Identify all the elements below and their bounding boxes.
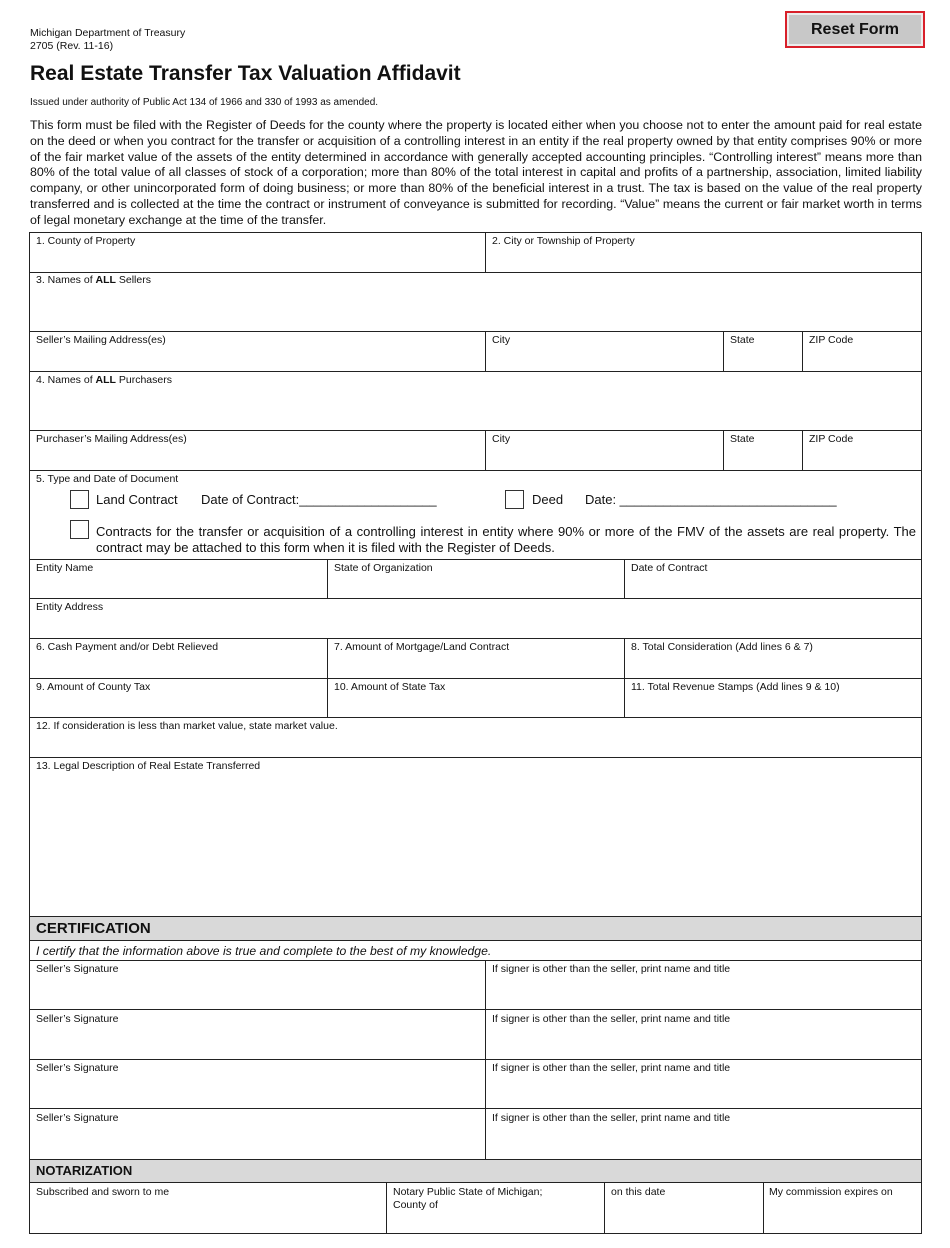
legal-description-label: 13. Legal Description of Real Estate Transferred [36, 760, 261, 772]
purchaser-address-label: Purchaser’s Mailing Address(es) [36, 433, 187, 445]
date-of-contract-line: Date of Contract:___________________ [201, 492, 437, 507]
signer-name-title-label-3: If signer is other than the seller, print name and title [492, 1062, 731, 1074]
revenue-stamps-label: 11. Total Revenue Stamps (Add lines 9 & 10) [631, 681, 840, 693]
county-of-property-label: 1. County of Property [36, 235, 136, 247]
agency-header [30, 27, 185, 53]
notary-county-label [393, 1186, 542, 1212]
subscribed-sworn-label: Subscribed and sworn to me [36, 1186, 170, 1198]
seller-address-label: Seller’s Mailing Address(es) [36, 334, 166, 346]
purchaser-city-label: City [492, 433, 511, 445]
signer-name-title-label-1: If signer is other than the seller, print name and title [492, 963, 731, 975]
seller-signature-label-1: Seller’s Signature [36, 963, 119, 975]
notary-state-text: Notary Public State of Michigan; [393, 1186, 543, 1198]
entity-name-label: Entity Name [36, 562, 94, 574]
purchasers-names-label: 4. Names of ALL Purchasers [36, 374, 172, 386]
form-title: Real Estate Transfer Tax Valuation Affidavit [30, 62, 461, 85]
entity-address-label: Entity Address [36, 601, 104, 613]
controlling-interest-text: Contracts for the transfer or acquisition of a controlling interest in entity where 90% or more of the FMV of the assets are real property. The contract may be attached to this form when it is filed with the Register of Deeds. [96, 524, 916, 555]
seller-signature-label-4: Seller’s Signature [36, 1112, 119, 1124]
notarization-heading: NOTARIZATION [30, 1160, 921, 1182]
authority-note: Issued under authority of Public Act 134 of 1966 and 330 of 1993 as amended. [30, 97, 379, 108]
agency-name: Michigan Department of Treasury [30, 27, 186, 39]
land-contract-label: Land Contract [96, 492, 178, 507]
city-township-label: 2. City or Township of Property [492, 235, 635, 247]
signer-name-title-label-2: If signer is other than the seller, print name and title [492, 1013, 731, 1025]
mortgage-amount-label: 7. Amount of Mortgage/Land Contract [334, 641, 510, 653]
seller-city-label: City [492, 334, 511, 346]
purchaser-zip-label: ZIP Code [809, 433, 854, 445]
deed-label: Deed [532, 492, 564, 507]
county-of-text: County of [393, 1199, 438, 1211]
signer-name-title-label-4: If signer is other than the seller, print name and title [492, 1112, 731, 1124]
seller-state-label: State [730, 334, 755, 346]
cash-payment-label: 6. Cash Payment and/or Debt Relieved [36, 641, 219, 653]
intro-paragraph: This form must be filed with the Register of Deeds for the county where the property is located either when you choose not to enter the amount paid for real estate on the deed or when you contract for the transfer or acquisition of a controlling interest in an entity if the real property owned by that entity comprises 90% or more of the fair market value of the assets of the entity determined in accordance with generally accepted accounting principles. “Controlling interest” means more than 80% of the total value of all classes of stock of a corporation; more than 80% of the total interest in capital and profits of a partnership, association, limited liability company, or other unincorporated form of doing business; or more than 80% of the beneficial interest in a trust. The tax is based on the value of the real property transferred and is collected at the time the contract or instrument of conveyance is submitted for recording. “Value” means the current or fair market worth in terms of legal monetary exchange at the time of the transfer. [30, 118, 922, 227]
land-contract-checkbox[interactable] [70, 490, 89, 509]
sellers-names-label: 3. Names of ALL Sellers [36, 274, 151, 286]
document-type-label: 5. Type and Date of Document [36, 473, 179, 485]
certification-statement: I certify that the information above is true and complete to the best of my knowledge. [36, 944, 492, 958]
reset-form-button[interactable]: Reset Form [785, 11, 925, 48]
certification-heading: CERTIFICATION [30, 917, 921, 940]
entity-date-of-contract-label: Date of Contract [631, 562, 708, 574]
county-tax-label: 9. Amount of County Tax [36, 681, 151, 693]
seller-zip-label: ZIP Code [809, 334, 854, 346]
state-of-organization-label: State of Organization [334, 562, 433, 574]
controlling-interest-checkbox[interactable] [70, 520, 89, 539]
purchaser-state-label: State [730, 433, 755, 445]
on-this-date-label: on this date [611, 1186, 666, 1198]
state-tax-label: 10. Amount of State Tax [334, 681, 446, 693]
market-value-label: 12. If consideration is less than market value, state market value. [36, 720, 338, 732]
deed-date-line: Date: ______________________________ [585, 492, 837, 507]
seller-signature-label-3: Seller’s Signature [36, 1062, 119, 1074]
deed-checkbox[interactable] [505, 490, 524, 509]
commission-expires-label: My commission expires on [769, 1186, 893, 1198]
seller-signature-label-2: Seller’s Signature [36, 1013, 119, 1025]
form-number: 2705 (Rev. 11-16) [30, 40, 114, 52]
total-consideration-label: 8. Total Consideration (Add lines 6 & 7) [631, 641, 813, 653]
